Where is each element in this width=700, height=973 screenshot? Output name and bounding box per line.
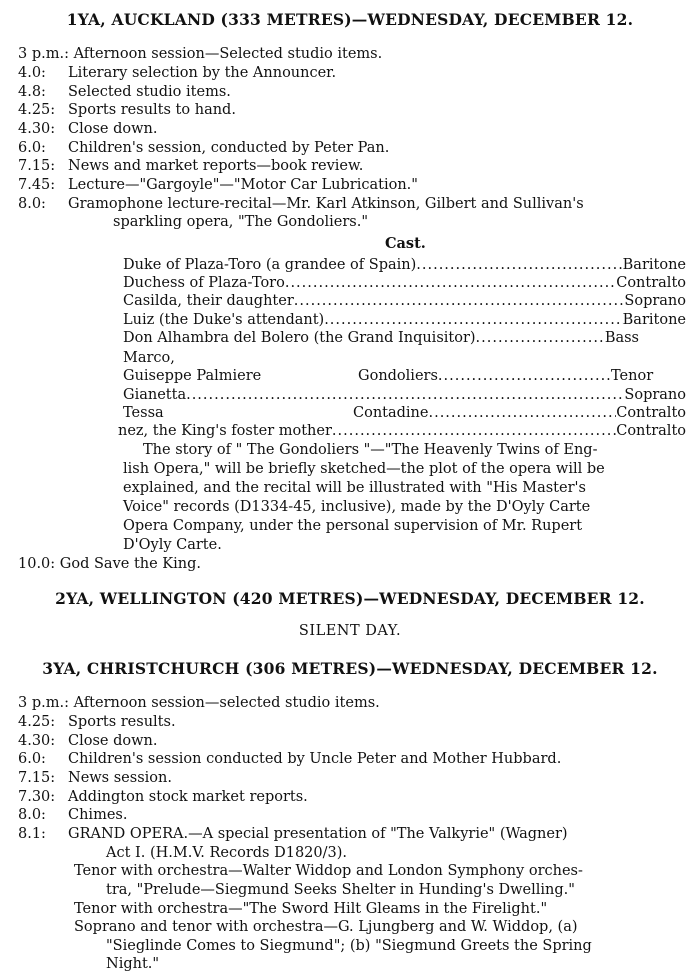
schedule-item: 8.1: GRAND OPERA.—A special presentation of "The Valkyrie" (Wagner) xyxy=(18,826,568,842)
cast-row-gondoliers: Guiseppe Palmiere Gondoliers ..... Tenor xyxy=(123,367,686,385)
story-line: lish Opera," will be briefly sketched—the plot of the opera will be xyxy=(123,461,605,477)
cast-row: Duchess of Plaza-Toro ..... Contralto xyxy=(123,274,686,292)
story-line: D'Oyly Carte. xyxy=(123,537,222,553)
section-1-heading: 1YA, AUCKLAND (333 METRES)—WEDNESDAY, DECEMBER 12. xyxy=(66,10,634,29)
opera-line: Tenor with orchestra—"The Sword Hilt Gleams in the Firelight." xyxy=(74,901,548,917)
opera-line: Tenor with orchestra—Walter Widdop and London Symphony orches- xyxy=(74,863,583,879)
story-line: The story of " The Gondoliers "—"The Heavenly Twins of Eng- xyxy=(143,442,598,458)
story-line: Opera Company, under the personal supervision of Mr. Rupert xyxy=(123,518,583,534)
story-line: Voice" records (D1334-45, inclusive), made by the D'Oyly Carte xyxy=(123,499,591,515)
silent-day-note: SILENT DAY. xyxy=(298,623,402,639)
cast-row: Don Alhambra del Bolero (the Grand Inquisitor) ..... Bass xyxy=(123,329,639,347)
opera-line: Night." xyxy=(106,956,160,972)
schedule-item: 3 p.m.: Afternoon session—Selected studio items. xyxy=(18,46,383,62)
schedule-item: 6.0: Children's session conducted by Uncle Peter and Mother Hubbard. xyxy=(18,751,562,767)
opera-line: Soprano and tenor with orchestra—G. Ljungberg and W. Widdop, (a) xyxy=(74,919,578,935)
schedule-item: 8.0: Chimes. xyxy=(18,807,128,823)
schedule-item: 4.25: Sports results to hand. xyxy=(18,102,236,118)
cast-row: Gianetta ..... Soprano xyxy=(123,386,686,404)
section-2-heading: 2YA, WELLINGTON (420 METRES)—WEDNESDAY, DECEMBER 12. xyxy=(55,589,645,608)
schedule-item: 4.25: Sports results. xyxy=(18,714,176,730)
schedule-item: 4.30: Close down. xyxy=(18,121,158,137)
section-3-heading: 3YA, CHRISTCHURCH (306 METRES)—WEDNESDAY, DECEMBER 12. xyxy=(42,659,658,678)
schedule-item: 4.0: Literary selection by the Announcer. xyxy=(18,65,337,81)
schedule-item: 7.45: Lecture—"Gargoyle"—"Motor Car Lubrication." xyxy=(18,177,418,193)
schedule-item: 10.0: God Save the King. xyxy=(18,556,202,572)
cast-row: Casilda, their daughter ..... Soprano xyxy=(123,292,686,310)
opera-line: "Sieglinde Comes to Siegmund"; (b) "Siegmund Greets the Spring xyxy=(106,938,592,954)
cast-row-tessa: Tessa Contadine ..... Contralto xyxy=(123,404,686,422)
schedule-item: 4.30: Close down. xyxy=(18,733,158,749)
cast-row: Luiz (the Duke's attendant) ..... Baritone xyxy=(123,311,686,329)
schedule-item: 8.0: Gramophone lecture-recital—Mr. Karl Atkinson, Gilbert and Sullivan's xyxy=(18,196,584,212)
schedule-item: 3 p.m.: Afternoon session—selected studio items. xyxy=(18,695,380,711)
cast-row: Duke of Plaza-Toro (a grandee of Spain) ..... Baritone xyxy=(123,256,686,274)
cast-row: nez, the King's foster mother ..... Contralto xyxy=(118,422,686,440)
cast-title: Cast. xyxy=(385,235,426,252)
schedule-item: 4.8: Selected studio items. xyxy=(18,84,231,100)
schedule-item: 7.30: Addington stock market reports. xyxy=(18,789,308,805)
schedule-item: 7.15: News session. xyxy=(18,770,172,786)
story-line: explained, and the recital will be illustrated with "His Master's xyxy=(123,480,586,496)
schedule-item: 7.15: News and market reports—book review. xyxy=(18,158,364,174)
schedule-item: 6.0: Children's session, conducted by Peter Pan. xyxy=(18,140,390,156)
opera-line: Act I. (H.M.V. Records D1820/3). xyxy=(106,845,348,861)
cast-marco: Marco, xyxy=(123,350,175,366)
schedule-item-continuation: sparkling opera, "The Gondoliers." xyxy=(113,214,369,230)
opera-line: tra, "Prelude—Siegmund Seeks Shelter in Hunding's Dwelling." xyxy=(106,882,575,898)
